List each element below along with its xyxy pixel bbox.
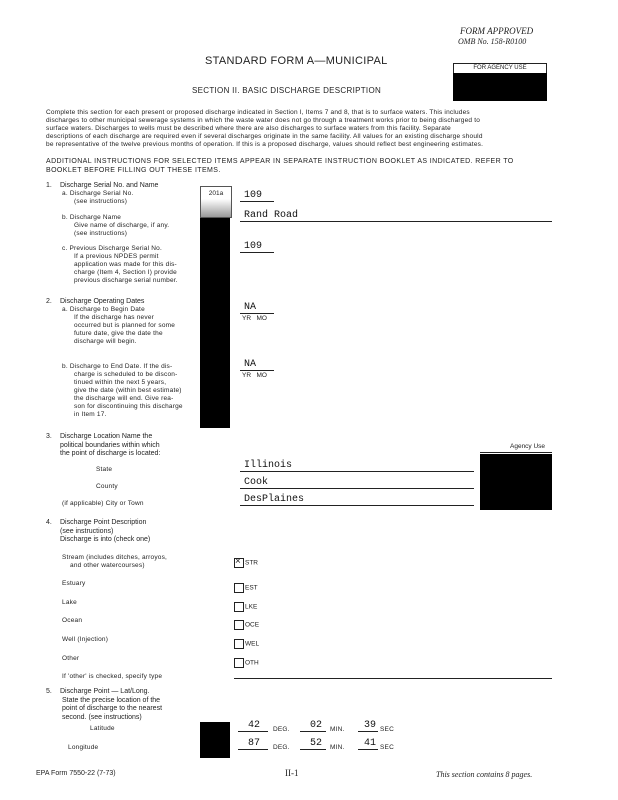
redaction-agency bbox=[480, 454, 552, 510]
item2-number: 2. bbox=[46, 298, 52, 305]
item1c-label: c. Previous Discharge Serial No. If a previous NPDES permit application was made for this dis- charge (Item 4, Section I) provide previous discharge serial number. bbox=[62, 245, 178, 284]
previous-serial-value[interactable]: 109 bbox=[244, 241, 263, 252]
begin-date-value[interactable]: NA bbox=[244, 302, 257, 313]
item4-title: Discharge Point Description (see instructions) Discharge is into (check one) bbox=[60, 519, 151, 543]
other-specify-label: If 'other' is checked, specify type bbox=[62, 673, 163, 680]
lat-min-unit: MIN. bbox=[330, 726, 345, 733]
form-title: STANDARD FORM A—MUNICIPAL bbox=[205, 55, 388, 67]
item4-number: 4. bbox=[46, 519, 52, 526]
lat-sec-unit: SEC bbox=[380, 726, 394, 733]
lat-deg-unit: DEG. bbox=[273, 726, 290, 733]
agency-use-label: Agency Use bbox=[510, 443, 546, 450]
checkbox-other[interactable] bbox=[234, 658, 244, 668]
checkbox-stream[interactable] bbox=[234, 558, 244, 568]
state-label: State bbox=[96, 466, 113, 473]
other-specify-field[interactable] bbox=[234, 678, 552, 679]
long-min-unit: MIN. bbox=[330, 744, 345, 751]
end-date-yrmo: YR MO bbox=[242, 372, 267, 379]
option-lake[interactable]: LKE bbox=[234, 598, 257, 616]
longitude-label: Longitude bbox=[68, 744, 99, 751]
lat-min-value[interactable]: 02 bbox=[310, 720, 323, 731]
item2-title: Discharge Operating Dates bbox=[60, 298, 145, 305]
agency-use-box: FOR AGENCY USE bbox=[453, 63, 547, 74]
checkbox-well[interactable] bbox=[234, 639, 244, 649]
item1a-label: a. Discharge Serial No. (see instructions) bbox=[62, 190, 134, 205]
option-ocean-label: Ocean bbox=[62, 617, 83, 624]
city-value[interactable]: DesPlaines bbox=[244, 494, 305, 505]
lat-deg-value[interactable]: 42 bbox=[248, 720, 261, 731]
option-ocean[interactable]: OCE bbox=[234, 616, 259, 634]
long-deg-value[interactable]: 87 bbox=[248, 738, 261, 749]
omb-number: OMB No. 158-R0100 bbox=[458, 37, 527, 46]
county-value[interactable]: Cook bbox=[244, 477, 269, 488]
checkbox-lake[interactable] bbox=[234, 602, 244, 612]
form-approved: FORM APPROVED bbox=[460, 26, 534, 36]
begin-date-yrmo: YR MO bbox=[242, 315, 267, 322]
redaction-header bbox=[453, 73, 547, 101]
option-stream[interactable]: × STR bbox=[234, 554, 258, 572]
long-deg-unit: DEG. bbox=[273, 744, 290, 751]
item1b-label: b. Discharge Name Give name of discharge, if any. (see instructions) bbox=[62, 214, 170, 237]
checkbox-ocean[interactable] bbox=[234, 620, 244, 630]
footer-note: This section contains 8 pages. bbox=[436, 770, 533, 779]
option-other[interactable]: OTH bbox=[234, 654, 259, 672]
county-label: County bbox=[96, 483, 118, 490]
option-well-label: Well (Injection) bbox=[62, 636, 109, 643]
option-stream-label: Stream (includes ditches, arroyos, and other watercourses) bbox=[62, 554, 168, 569]
redaction-column bbox=[200, 216, 230, 428]
lat-sec-value[interactable]: 39 bbox=[364, 720, 377, 731]
item2a-label: a. Discharge to Begin Date If the discharge has never occurred but is planned for some future date, give the date the discharge will begin. bbox=[62, 306, 176, 345]
option-well[interactable]: WEL bbox=[234, 635, 259, 653]
option-other-label: Other bbox=[62, 655, 80, 662]
item5-title: Discharge Point — Lat/Long. State the precise location of the point of discharge to the nearest second. (see instructions) bbox=[60, 688, 163, 721]
long-sec-value[interactable]: 41 bbox=[364, 738, 377, 749]
redaction-bottom bbox=[200, 722, 230, 758]
footer-form-number: EPA Form 7550-22 (7-73) bbox=[36, 770, 116, 777]
item3-number: 3. bbox=[46, 433, 52, 440]
item1-title: Discharge Serial No. and Name bbox=[60, 182, 159, 189]
long-min-value[interactable]: 52 bbox=[310, 738, 323, 749]
page-number: II-1 bbox=[285, 768, 299, 778]
additional-instructions: ADDITIONAL INSTRUCTIONS FOR SELECTED ITEMS APPEAR IN SEPARATE INSTRUCTION BOOKLET AS INDICATED. REFER TO BOOKLET BEFORE FILLING OUT THESE ITEMS. bbox=[46, 158, 514, 174]
item5-number: 5. bbox=[46, 688, 52, 695]
section-title: SECTION II. BASIC DISCHARGE DESCRIPTION bbox=[192, 86, 382, 95]
option-estuary-label: Estuary bbox=[62, 580, 86, 587]
item2b-label: b. Discharge to End Date. If the dis- charge is scheduled to be discon- tinued within the next 5 years, give the date (within best estimate) the discharge will end. Give rea- son for discontinuing this discharge in Item 17. bbox=[62, 363, 183, 418]
code-box: 201a bbox=[200, 186, 232, 218]
end-date-value[interactable]: NA bbox=[244, 359, 257, 370]
state-value[interactable]: Illinois bbox=[244, 460, 293, 471]
item3-title: Discharge Location Name the political boundaries within which the point of discharge is located: bbox=[60, 433, 161, 457]
latitude-label: Latitude bbox=[90, 725, 115, 732]
intro-text: Complete this section for each present or proposed discharge indicated in Section I, Items 7 and 8, that is to surface waters. This includes discharges to other municipal sewerage systems in which the waste water does not go through a treatment works prior to being discharged to surface waters. Discharges to wells must be described where there are also discharges to surface waters from this facility. Separate descriptions of each discharge are required even if several discharges originate in the same facility. All values for an existing discharge should be representative of the twelve previous months of operation. If this is a proposed discharge, values should reflect best engineering estimates. bbox=[46, 109, 484, 148]
option-lake-label: Lake bbox=[62, 599, 77, 606]
serial-no-value[interactable]: 109 bbox=[244, 190, 263, 201]
checkbox-estuary[interactable] bbox=[234, 583, 244, 593]
city-label: (if applicable) City or Town bbox=[62, 500, 144, 507]
long-sec-unit: SEC bbox=[380, 744, 394, 751]
discharge-name-value[interactable]: Rand Road bbox=[244, 210, 299, 221]
item1-number: 1. bbox=[46, 182, 52, 189]
option-estuary[interactable]: EST bbox=[234, 579, 258, 597]
